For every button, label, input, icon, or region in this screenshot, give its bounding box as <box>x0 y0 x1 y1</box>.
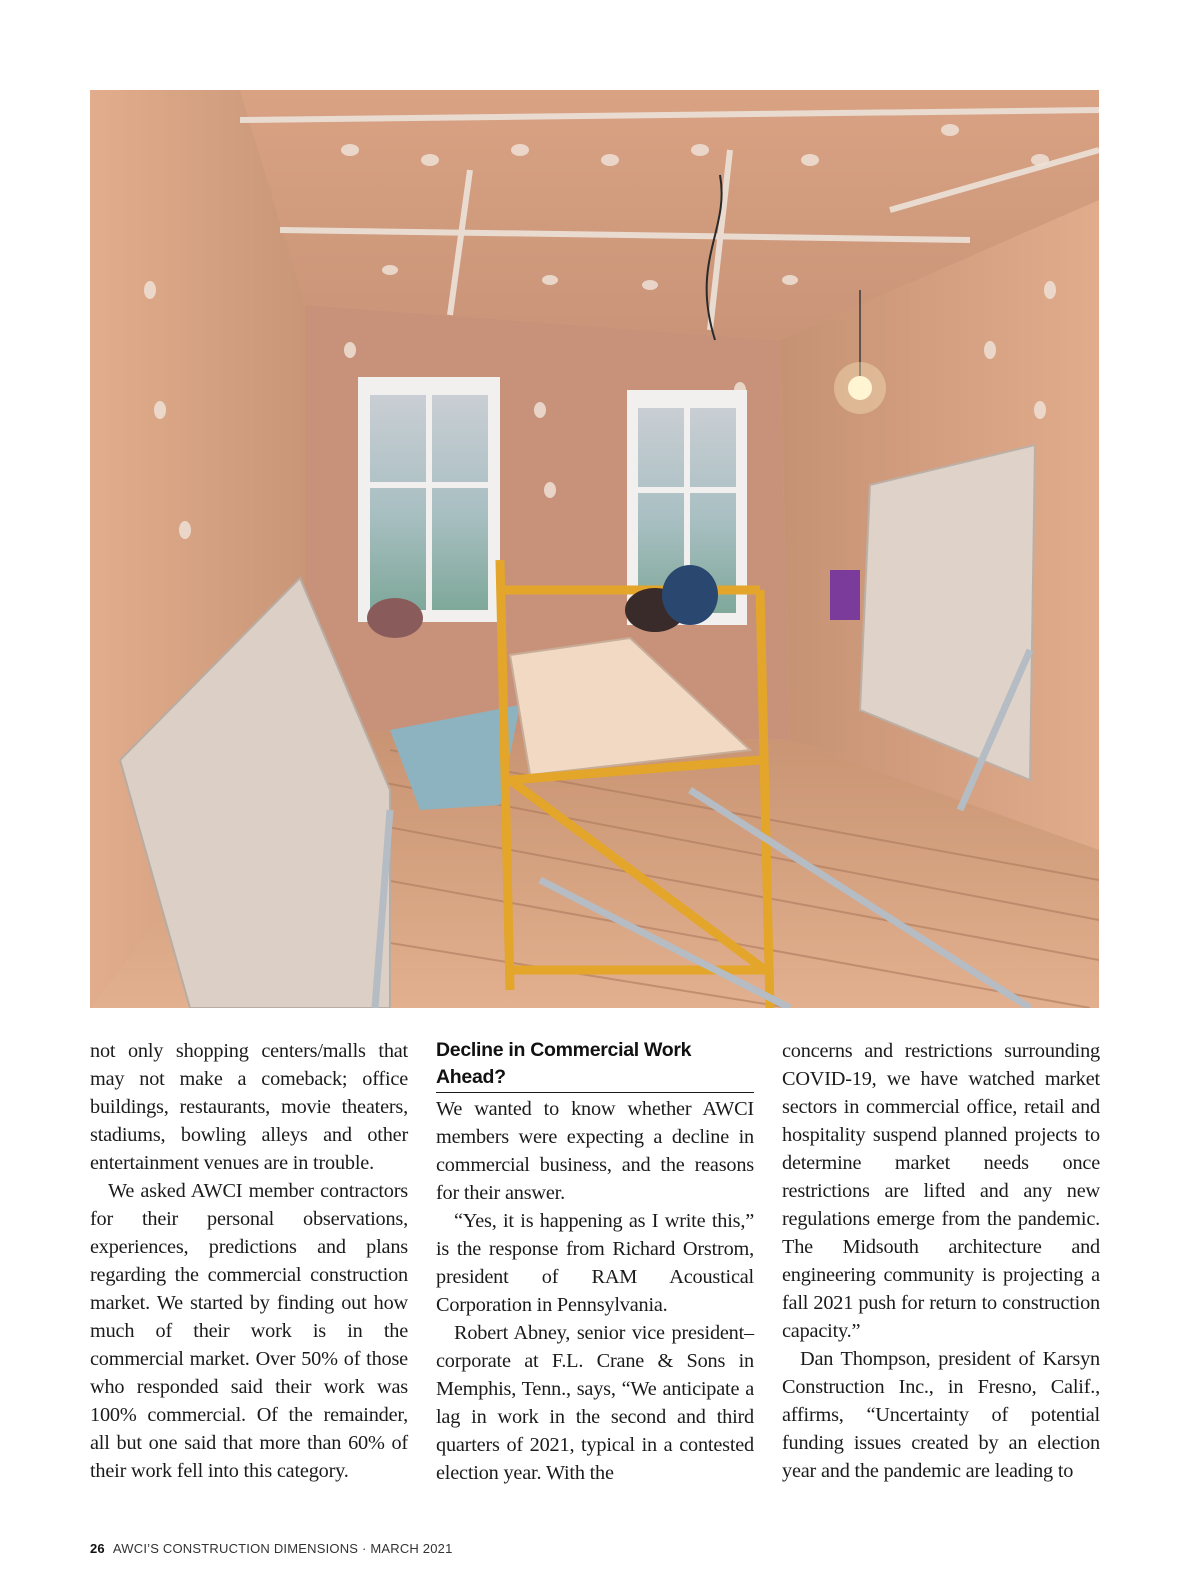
paragraph: concerns and restrictions surrounding COVID-19, we have watched market sectors in commercial office, retail and hospitality suspend planned projects to determine market needs once restrictions are lifted and any new regulations emerge from the pandemic. The Midsouth architecture and engineering community is projecting a fall 2021 push for return to construction capacity.” <box>782 1040 1100 1342</box>
construction-room-photo-icon <box>90 90 1099 1008</box>
paragraph: not only shopping centers/malls that may not make a comeback; office buildings, restaurants, movie theaters, stadiums, bowling alleys and other entertainment venues are in trouble. <box>90 1040 408 1174</box>
paragraph: Dan Thompson, president of Karsyn Construction Inc., in Fresno, Calif., affirms, “Uncertainty of potential funding issues created by an election year and the pandemic are leading to <box>782 1348 1100 1482</box>
page-footer <box>90 1541 453 1556</box>
text-column-1 <box>90 1037 408 1485</box>
paragraph: We asked AWCI member contractors for their personal observations, experiences, predictions and plans regarding the commercial construction market. We started by finding out how much of their work is in the commercial market. Over 50% of those who responded said their work was 100% commercial. Of the remainder, all but one said that more than 60% of their work fell into this category. <box>90 1180 408 1482</box>
text-column-3 <box>782 1037 1100 1485</box>
text-column-2 <box>436 1037 754 1487</box>
paragraph: “Yes, it is happening as I write this,” is the response from Richard Orstrom, president of RAM Acoustical Corporation in Pennsylvania. <box>436 1210 754 1316</box>
page-number: 26 <box>90 1541 105 1556</box>
construction-room-photo <box>90 90 1099 1008</box>
section-subhead: Decline in Commercial Work Ahead? <box>436 1037 754 1093</box>
paragraph: We wanted to know whether AWCI members were expecting a decline in commercial business, and the reasons for their answer. <box>436 1098 754 1204</box>
publication-name: AWCI’S CONSTRUCTION DIMENSIONS · MARCH 2021 <box>112 1541 453 1556</box>
paragraph: Robert Abney, senior vice president–corporate at F.L. Crane & Sons in Memphis, Tenn., says, “We anticipate a lag in work in the second and third quarters of 2021, typical in a contested election year. With the <box>436 1322 754 1484</box>
